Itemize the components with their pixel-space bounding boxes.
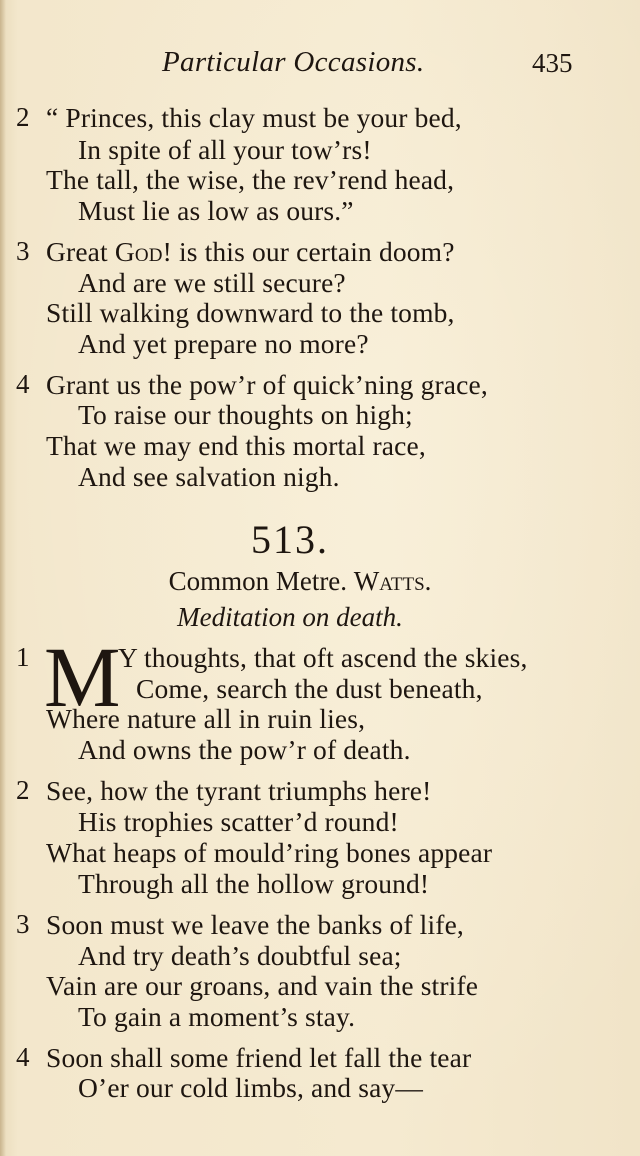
verse-line: What heaps of mould’ring bones appear xyxy=(46,837,493,868)
verse-line: And yet prepare no more? xyxy=(78,328,369,359)
verse-line: Still walking downward to the tomb, xyxy=(46,297,455,328)
small-caps-god: od xyxy=(134,236,163,267)
drop-cap: M xyxy=(44,629,121,725)
verse-line: Grant us the pow’r of quick’ning grace, xyxy=(46,369,488,400)
verse-line: And try death’s doubtful sea; xyxy=(78,940,402,971)
verse-line: Must lie as low as ours.” xyxy=(78,195,354,226)
verse-line: O’er our cold limbs, and say— xyxy=(78,1072,423,1103)
verse-number: 4 xyxy=(16,1042,30,1072)
verse-line: To gain a moment’s stay. xyxy=(78,1001,356,1032)
verse-line: Soon must we leave the banks of life, xyxy=(46,909,464,940)
verse-number: 2 xyxy=(16,775,30,805)
verse-line: See, how the tyrant triumphs here! xyxy=(46,775,432,806)
verse-number: 2 xyxy=(16,102,30,132)
verse-line: Where nature all in ruin lies, xyxy=(46,703,366,734)
hymn-meter-author xyxy=(0,566,600,597)
verse-line: To raise our thoughts on high; xyxy=(78,399,413,430)
verse-line: Great God! is this our certain doom? xyxy=(46,236,455,267)
verse-number: 1 xyxy=(16,642,30,672)
verse-line: “ Princes, this clay must be your bed, xyxy=(46,102,462,133)
verse-line: And see salvation nigh. xyxy=(78,461,340,492)
hymn-author: Watts. xyxy=(353,566,432,596)
verse-line: The tall, the wise, the rev’rend head, xyxy=(46,164,455,195)
verse-line: That we may end this mortal race, xyxy=(46,430,426,461)
verse-line: Come, search the dust beneath, xyxy=(136,673,483,704)
verse-line: And owns the pow’r of death. xyxy=(78,734,411,765)
verse-line: Y thoughts, that oft ascend the skies, xyxy=(118,642,528,673)
hymn-number: 513. xyxy=(251,517,329,562)
hymn-subtitle: Meditation on death. xyxy=(177,602,403,632)
verse-number: 3 xyxy=(16,236,30,266)
verse-line: And are we still secure? xyxy=(78,267,346,298)
running-header-title: Particular Occasions. xyxy=(162,46,425,78)
hymn-meter: Common Metre. xyxy=(168,566,348,596)
verse-line: His trophies scatter’d round! xyxy=(78,806,399,837)
verse-line: Through all the hollow ground! xyxy=(78,868,430,899)
verse-number: 4 xyxy=(16,369,30,399)
page-number: 435 xyxy=(532,48,573,78)
verse-line: Vain are our groans, and vain the strife xyxy=(46,970,479,1001)
verse-number: 3 xyxy=(16,909,30,939)
verse-line: In spite of all your tow’rs! xyxy=(78,134,372,165)
verse-line: Soon shall some friend let fall the tear xyxy=(46,1042,472,1073)
